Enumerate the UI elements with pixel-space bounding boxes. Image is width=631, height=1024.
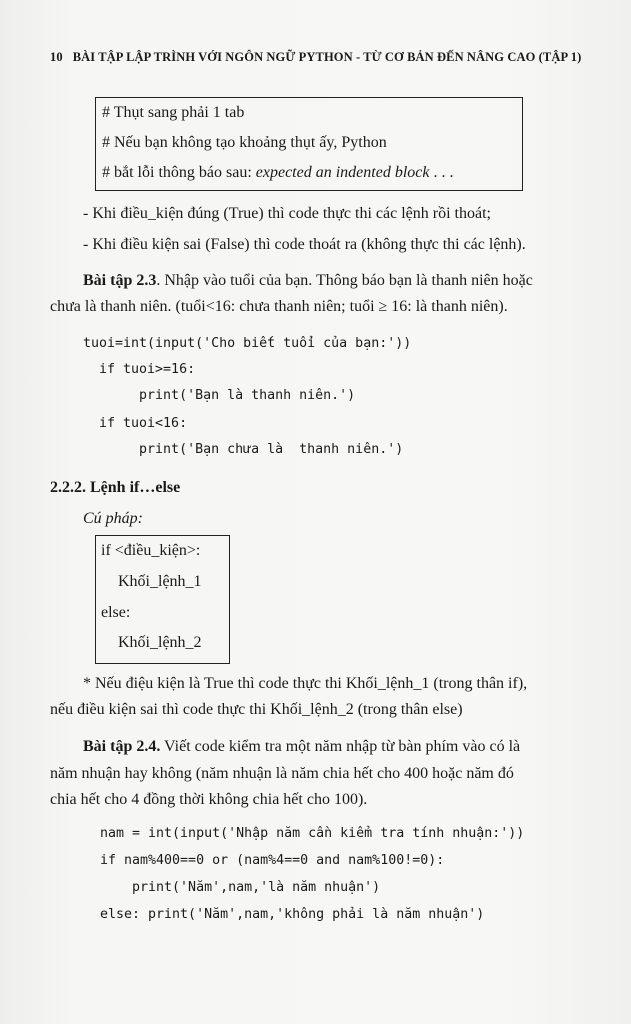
exercise-2-3-text: . Nhập vào tuổi của bạn. Thông báo bạn là thanh niên hoặc xyxy=(156,272,533,289)
code-line: print('Năm',nam,'là năm nhuận') xyxy=(100,880,381,895)
exercise-2-4-label: Bài tập 2.4. xyxy=(83,738,161,755)
code-line: if tuoi<16: xyxy=(83,416,188,431)
code-line: if tuoi>=16: xyxy=(83,362,196,377)
exercise-2-3-line-2: chưa là thanh niên. (tuổi<16: chưa thanh niên; tuổi ≥ 16: là thanh niên). xyxy=(50,298,508,315)
error-message: expected an indented block xyxy=(255,164,430,181)
section-heading: 2.2.2. Lệnh if…else xyxy=(50,479,181,496)
comment-line-3-suffix: . . . xyxy=(429,164,454,181)
syntax-label: Cú pháp: xyxy=(83,510,143,527)
note-line-2: nếu điều kiện sai thì code thực thi Khối_lệnh_2 (trong thân else) xyxy=(50,701,463,718)
code-line: tuoi=int(input('Cho biết tuổi của bạn:')) xyxy=(83,336,412,351)
code-line: nam = int(input('Nhập năm cần kiểm tra tính nhuận:')) xyxy=(100,826,525,841)
code-line: if nam%400==0 or (nam%4==0 and nam%100!=0): xyxy=(100,853,445,868)
exercise-2-3-label: Bài tập 2.3 xyxy=(83,272,157,289)
code-line: print('Bạn là thanh niên.') xyxy=(83,388,356,403)
code-line: print('Bạn chưa là thanh niên.') xyxy=(83,442,404,457)
running-header xyxy=(50,50,581,65)
bullet-true: - Khi điều_kiện đúng (True) thì code thực thi các lệnh rồi thoát; xyxy=(83,205,491,222)
note-line-1: * Nếu điệu kiện là True thì code thực thi Khối_lệnh_1 (trong thân if), xyxy=(83,675,528,692)
exercise-2-4-line-2: năm nhuận hay không (năm nhuận là năm chia hết cho 400 hoặc năm đó xyxy=(50,765,514,782)
comment-line-3-prefix: # bắt lỗi thông báo sau: xyxy=(102,164,256,181)
syntax-box xyxy=(95,535,230,664)
syntax-block-1: Khối_lệnh_1 xyxy=(118,573,202,590)
comment-box xyxy=(95,97,523,191)
exercise-2-3-line-1 xyxy=(83,272,533,290)
comment-line-1: # Thụt sang phải 1 tab xyxy=(102,104,245,121)
exercise-2-4-text: Viết code kiểm tra một năm nhập từ bàn phím vào có là xyxy=(160,738,521,755)
page-number: 10 xyxy=(50,50,63,64)
book-title: BÀI TẬP LẬP TRÌNH VỚI NGÔN NGỮ PYTHON - TỪ CƠ BẢN ĐẾN NÂNG CAO (TẬP 1) xyxy=(72,50,582,64)
comment-line-2: # Nếu bạn không tạo khoảng thụt ấy, Python xyxy=(102,134,387,151)
code-line: else: print('Năm',nam,'không phải là năm nhuận') xyxy=(100,907,485,922)
exercise-2-4-line-3: chia hết cho 4 đồng thời không chia hết cho 100). xyxy=(50,791,368,808)
syntax-if-line: if <điều_kiện>: xyxy=(101,542,201,559)
comment-line-3 xyxy=(102,164,453,182)
syntax-block-2: Khối_lệnh_2 xyxy=(118,634,202,651)
exercise-2-4-line-1 xyxy=(83,738,520,756)
bullet-false: - Khi điều kiện sai (False) thì code thoát ra (không thực thi các lệnh). xyxy=(83,236,526,253)
syntax-else-line: else: xyxy=(101,604,131,621)
